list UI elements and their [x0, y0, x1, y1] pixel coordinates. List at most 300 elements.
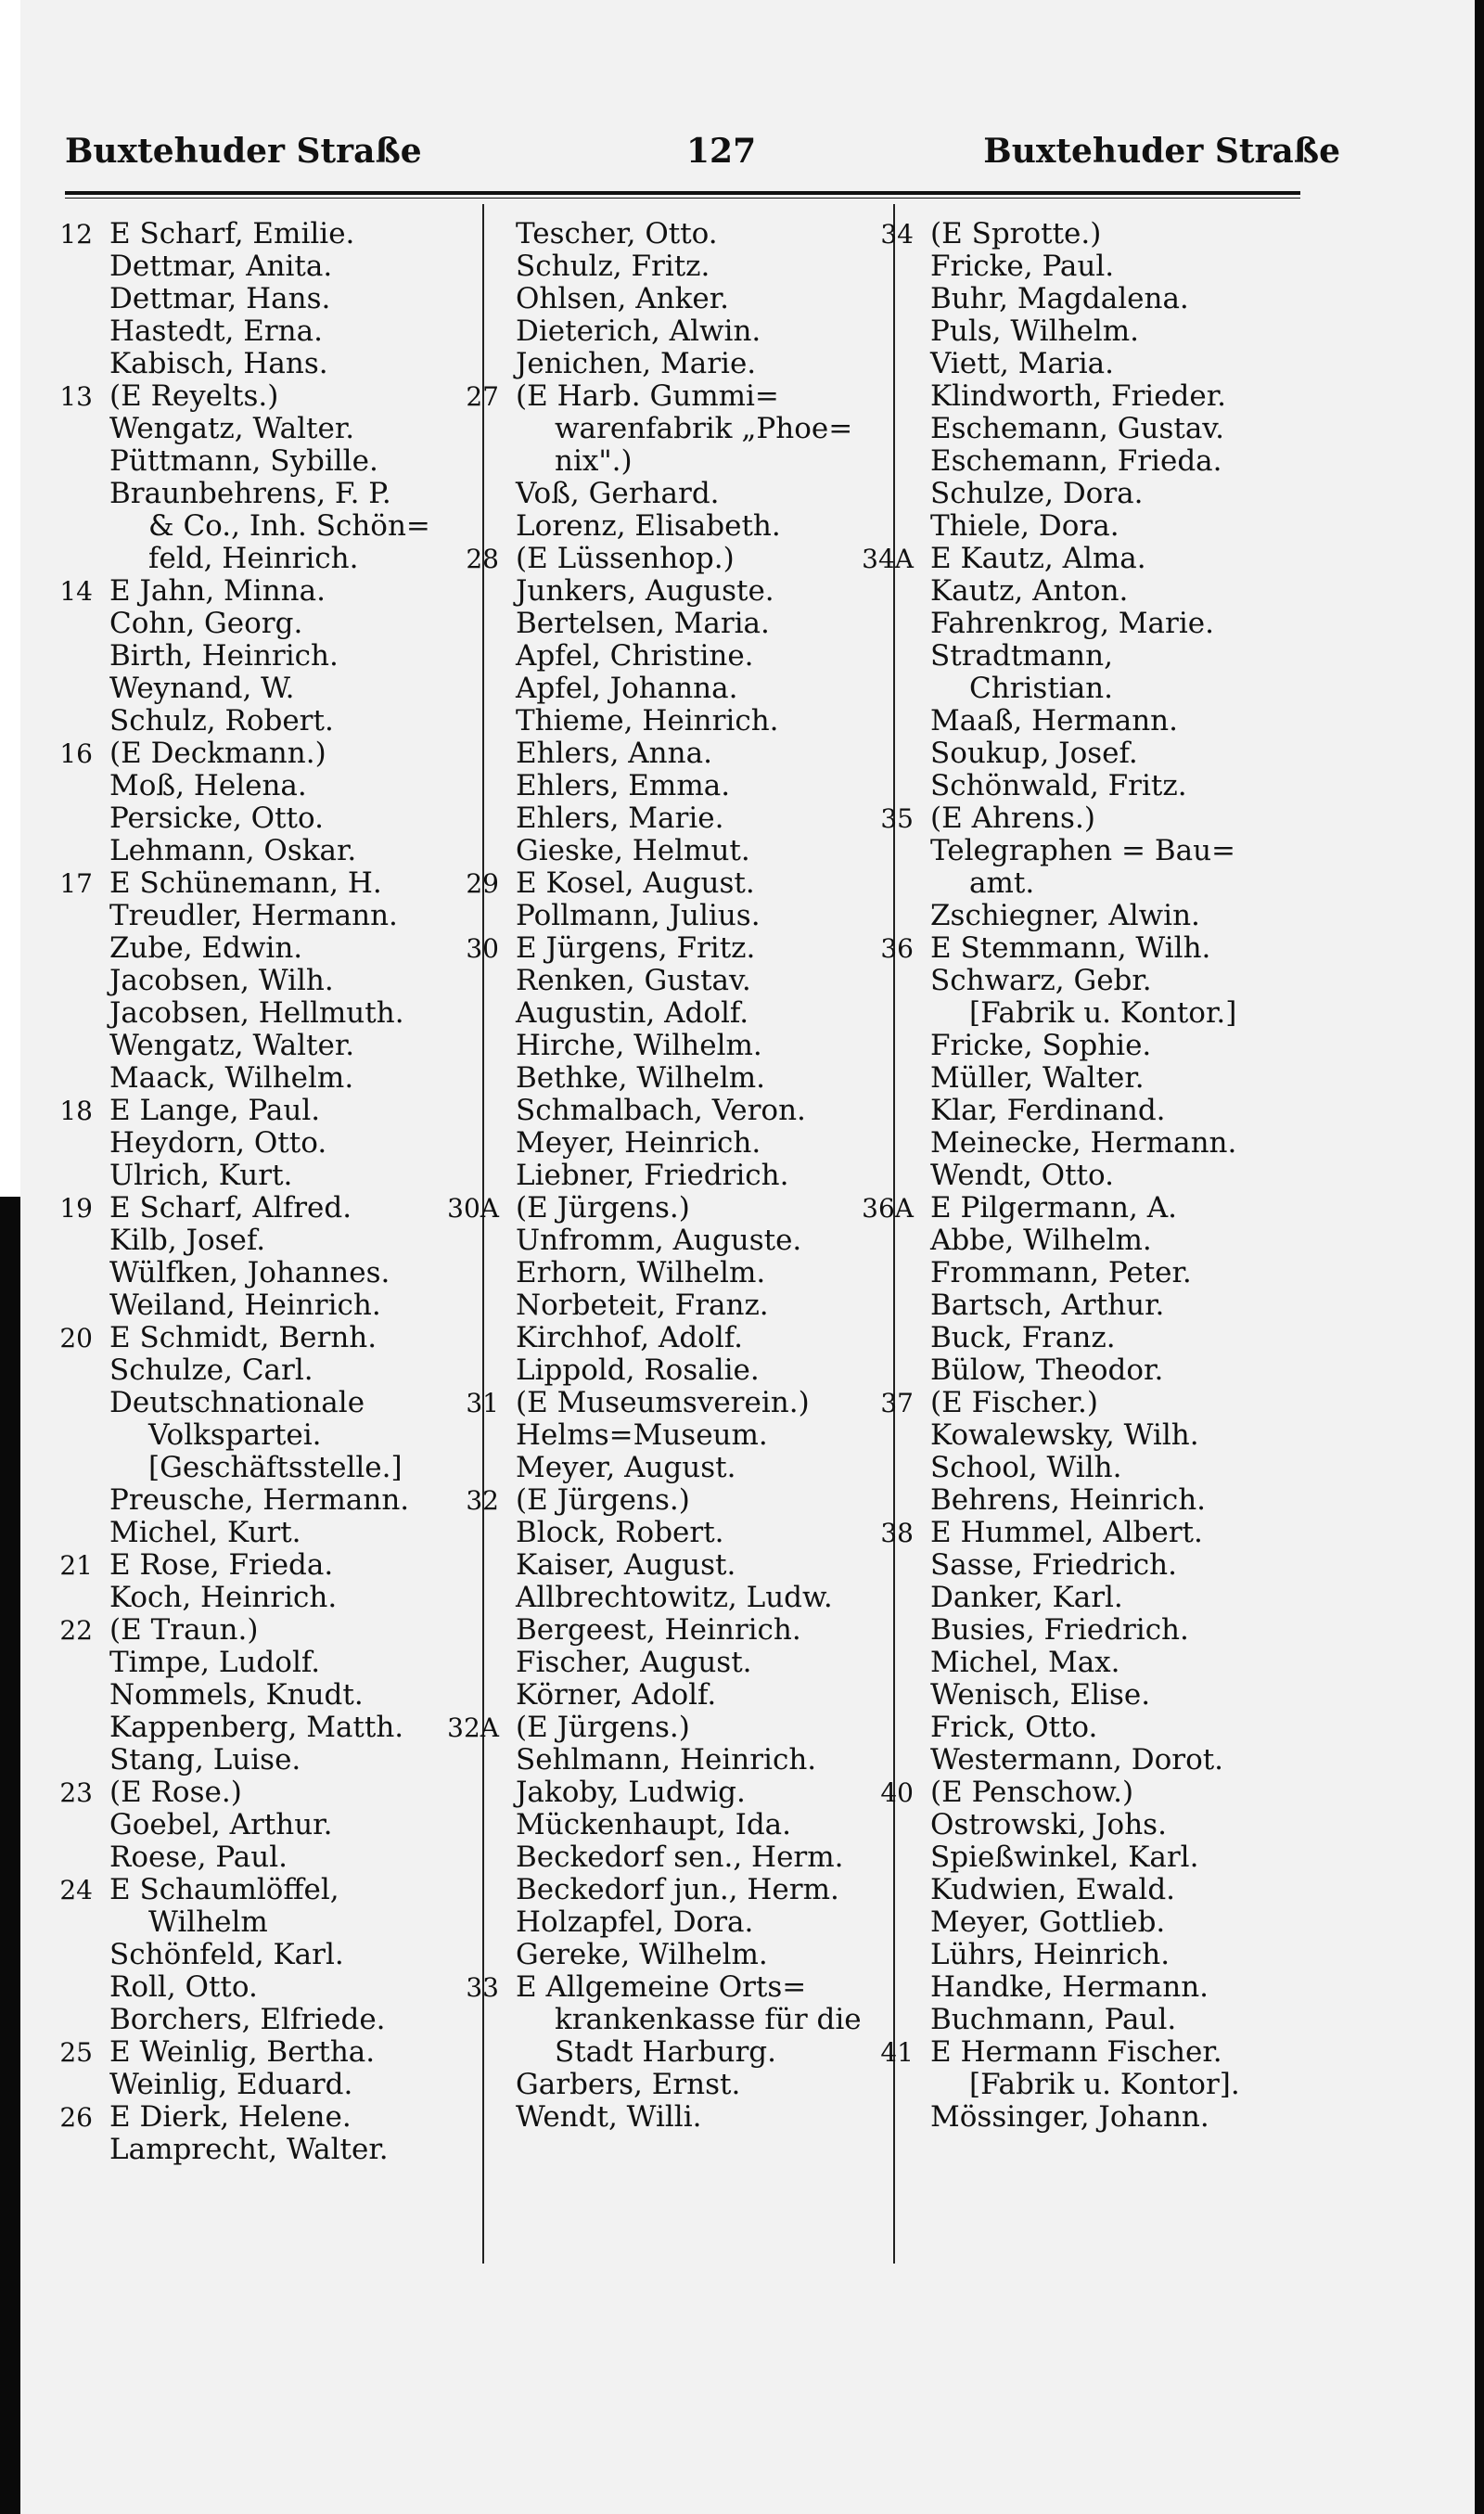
resident-name: Bethke, Wilhelm. — [516, 1061, 766, 1095]
resident-name: Koch, Heinrich. — [109, 1581, 338, 1614]
directory-entry — [443, 1354, 893, 1387]
resident-name: Kowalewsky, Wilh. — [930, 1418, 1199, 1452]
resident-name: E Dierk, Helene. — [109, 2100, 352, 2134]
directory-entry — [858, 1387, 1303, 1419]
directory-entry — [443, 2004, 893, 2036]
resident-name: Ohlsen, Anker. — [516, 282, 729, 315]
directory-entry — [858, 1419, 1303, 1452]
directory-entry — [37, 2101, 482, 2134]
house-number: 34A — [862, 544, 914, 574]
resident-name: amt. — [969, 866, 1035, 900]
resident-name: Fischer, August. — [516, 1646, 752, 1679]
resident-name: E Stemmann, Wilh. — [930, 931, 1211, 965]
directory-entry — [858, 445, 1303, 478]
resident-name: Jenichen, Marie. — [516, 347, 757, 380]
directory-entry — [443, 283, 893, 315]
directory-entry — [858, 1809, 1303, 1841]
resident-name: Borchers, Elfriede. — [109, 2003, 386, 2036]
directory-entry — [37, 965, 482, 997]
house-number: 24 — [59, 1875, 93, 1905]
resident-name: Timpe, Ludolf. — [109, 1646, 321, 1679]
resident-name: Danker, Karl. — [930, 1581, 1123, 1614]
resident-name: E Allgemeine Orts= — [516, 1970, 807, 2004]
resident-name: (E Deckmann.) — [109, 737, 326, 770]
resident-name: Dettmar, Anita. — [109, 250, 333, 283]
resident-name: Weynand, W. — [109, 672, 295, 705]
resident-name: Wengatz, Walter. — [109, 1029, 355, 1062]
directory-entry — [37, 1582, 482, 1614]
directory-entry — [443, 705, 893, 738]
resident-name: Ehlers, Anna. — [516, 737, 712, 770]
resident-name: Handke, Hermann. — [930, 1970, 1209, 2004]
house-number: 32A — [447, 1712, 499, 1743]
directory-entry — [443, 315, 893, 348]
house-number: 40 — [880, 1777, 914, 1808]
directory-entry — [858, 1484, 1303, 1517]
directory-entry — [443, 1289, 893, 1322]
house-number: 30 — [466, 933, 499, 964]
directory-entry — [37, 835, 482, 867]
resident-name: Müller, Walter. — [930, 1061, 1145, 1095]
directory-entry — [858, 1160, 1303, 1192]
resident-name: Christian. — [969, 672, 1113, 705]
directory-entry — [443, 2069, 893, 2101]
resident-name: Spießwinkel, Karl. — [930, 1841, 1199, 1874]
directory-entry — [443, 1322, 893, 1354]
resident-name: Eschemann, Gustav. — [930, 412, 1224, 445]
resident-name: Bülow, Theodor. — [930, 1353, 1164, 1387]
directory-entry — [37, 2004, 482, 2036]
directory-entry — [443, 608, 893, 640]
resident-name: Persicke, Otto. — [109, 802, 324, 835]
directory-entry — [443, 900, 893, 932]
resident-name: Meyer, Gottlieb. — [930, 1905, 1166, 1939]
directory-entry — [858, 1939, 1303, 1971]
directory-entry — [37, 543, 482, 575]
directory-entry — [858, 738, 1303, 770]
directory-entry — [443, 673, 893, 705]
resident-name: E Kautz, Alma. — [930, 542, 1146, 575]
directory-entry — [858, 1744, 1303, 1776]
resident-name: & Co., Inh. Schön= — [148, 509, 430, 543]
directory-entry — [443, 1484, 893, 1517]
directory-entry — [37, 478, 482, 510]
resident-name: Ulrich, Kurt. — [109, 1159, 293, 1192]
resident-name: Schulz, Robert. — [109, 704, 334, 738]
directory-entry — [37, 900, 482, 932]
directory-entry — [37, 1971, 482, 2004]
resident-name: E Hermann Fischer. — [930, 2035, 1222, 2069]
directory-entry — [858, 1289, 1303, 1322]
directory-entry — [37, 1712, 482, 1744]
directory-entry — [858, 1030, 1303, 1062]
directory-entry — [37, 1062, 482, 1095]
resident-name: E Schmidt, Bernh. — [109, 1321, 377, 1354]
resident-name: Preusche, Hermann. — [109, 1483, 410, 1517]
house-number: 25 — [59, 2037, 93, 2068]
resident-name: (E Lüssenhop.) — [516, 542, 735, 575]
directory-entry — [37, 2036, 482, 2069]
directory-entry — [858, 1517, 1303, 1549]
resident-name: feld, Heinrich. — [148, 542, 359, 575]
directory-entry — [858, 2036, 1303, 2069]
resident-name: Thieme, Heinrich. — [516, 704, 779, 738]
directory-entry — [443, 1614, 893, 1647]
directory-entry — [858, 1549, 1303, 1582]
house-number: 22 — [59, 1615, 93, 1646]
directory-entry — [37, 640, 482, 673]
resident-name: Behrens, Heinrich. — [930, 1483, 1207, 1517]
resident-name: Wendt, Willi. — [516, 2100, 702, 2134]
directory-entry — [37, 1192, 482, 1225]
resident-name: Bartsch, Arthur. — [930, 1289, 1165, 1322]
resident-name: Holzapfel, Dora. — [516, 1905, 754, 1939]
directory-entry — [37, 802, 482, 835]
directory-entry — [37, 445, 482, 478]
directory-entry — [858, 1874, 1303, 1906]
resident-name: Schmalbach, Veron. — [516, 1094, 806, 1127]
directory-entry — [443, 867, 893, 900]
directory-entry — [443, 478, 893, 510]
directory-entry — [37, 2134, 482, 2166]
resident-name: Apfel, Christine. — [516, 639, 754, 673]
resident-name: Apfel, Johanna. — [516, 672, 738, 705]
house-number: 18 — [59, 1096, 93, 1126]
directory-entry — [443, 835, 893, 867]
resident-name: Stang, Luise. — [109, 1743, 301, 1776]
house-number: 20 — [59, 1323, 93, 1353]
resident-name: Wilhelm — [148, 1905, 268, 1939]
resident-name: (E Penschow.) — [930, 1776, 1134, 1809]
directory-entry — [37, 1841, 482, 1874]
resident-name: Cohn, Georg. — [109, 607, 303, 640]
house-number: 32 — [466, 1485, 499, 1516]
resident-name: Deutschnationale — [109, 1386, 365, 1419]
resident-name: Mückenhaupt, Ida. — [516, 1808, 792, 1841]
resident-name: Bergeest, Heinrich. — [516, 1613, 801, 1647]
directory-entry — [37, 608, 482, 640]
directory-entry — [858, 2101, 1303, 2134]
directory-entry — [443, 1192, 893, 1225]
directory-entry — [858, 1776, 1303, 1809]
resident-name: Stradtmann, — [930, 639, 1113, 673]
house-number: 26 — [59, 2102, 93, 2133]
directory-entry — [858, 575, 1303, 608]
resident-name: Schwarz, Gebr. — [930, 964, 1152, 997]
resident-name: Kaiser, August. — [516, 1548, 736, 1582]
header-street-left: Buxtehuder Straße — [65, 132, 422, 171]
resident-name: Ehlers, Emma. — [516, 769, 731, 802]
resident-name: Lührs, Heinrich. — [930, 1938, 1171, 1971]
house-number: 23 — [59, 1777, 93, 1808]
resident-name: Ostrowski, Johs. — [930, 1808, 1167, 1841]
resident-name: (E Fischer.) — [930, 1386, 1098, 1419]
resident-name: E Scharf, Alfred. — [109, 1191, 352, 1225]
resident-name: Ehlers, Marie. — [516, 802, 724, 835]
resident-name: Kilb, Josef. — [109, 1224, 266, 1257]
resident-name: warenfabrik „Phoe= — [555, 412, 853, 445]
house-number: 38 — [880, 1518, 914, 1548]
resident-name: (E Sprotte.) — [930, 217, 1102, 250]
resident-name: Lehmann, Oskar. — [109, 834, 357, 867]
resident-name: Maaß, Hermann. — [930, 704, 1178, 738]
resident-name: E Weinlig, Bertha. — [109, 2035, 376, 2069]
directory-entry — [443, 1127, 893, 1160]
column-1 — [37, 218, 482, 2166]
resident-name: E Rose, Frieda. — [109, 1548, 334, 1582]
directory-entry — [37, 1744, 482, 1776]
directory-entry — [37, 997, 482, 1030]
resident-name: [Geschäftsstelle.] — [148, 1451, 403, 1484]
directory-entry — [443, 2101, 893, 2134]
directory-entry — [858, 1582, 1303, 1614]
directory-entry — [37, 413, 482, 445]
resident-name: E Schaumlöffel, — [109, 1873, 339, 1906]
resident-name: Heydorn, Otto. — [109, 1126, 327, 1160]
resident-name: Dieterich, Alwin. — [516, 314, 761, 348]
resident-name: Lorenz, Elisabeth. — [516, 509, 781, 543]
resident-name: Puls, Wilhelm. — [930, 314, 1139, 348]
directory-entry — [37, 1776, 482, 1809]
directory-entry — [37, 2069, 482, 2101]
directory-entry — [858, 218, 1303, 250]
resident-name: Norbeteit, Franz. — [516, 1289, 769, 1322]
directory-entry — [37, 770, 482, 802]
resident-name: E Jahn, Minna. — [109, 574, 326, 608]
resident-name: Klar, Ferdinand. — [930, 1094, 1166, 1127]
resident-name: Weiland, Heinrich. — [109, 1289, 381, 1322]
directory-entry — [443, 1906, 893, 1939]
directory-entry — [443, 575, 893, 608]
directory-entry — [858, 413, 1303, 445]
directory-entry — [37, 1484, 482, 1517]
house-number: 27 — [466, 381, 499, 412]
resident-name: Beckedorf jun., Herm. — [516, 1873, 839, 1906]
resident-name: Michel, Max. — [930, 1646, 1120, 1679]
resident-name: Weinlig, Eduard. — [109, 2068, 353, 2101]
directory-entry — [858, 1712, 1303, 1744]
resident-name: Zube, Edwin. — [109, 931, 303, 965]
column-2 — [443, 218, 893, 2134]
directory-entry — [858, 835, 1303, 867]
directory-entry — [443, 1257, 893, 1289]
directory-entry — [858, 1906, 1303, 1939]
resident-name: School, Wilh. — [930, 1451, 1122, 1484]
resident-name: nix".) — [555, 444, 633, 478]
resident-name: Meyer, Heinrich. — [516, 1126, 761, 1160]
directory-entry — [443, 250, 893, 283]
resident-name: Körner, Adolf. — [516, 1678, 717, 1712]
directory-entry — [858, 1841, 1303, 1874]
directory-entry — [443, 1939, 893, 1971]
resident-name: Kabisch, Hans. — [109, 347, 328, 380]
resident-name: Maack, Wilhelm. — [109, 1061, 354, 1095]
resident-name: Stadt Harburg. — [555, 2035, 776, 2069]
resident-name: Jakoby, Ludwig. — [516, 1776, 746, 1809]
directory-entry — [858, 867, 1303, 900]
directory-entry — [443, 1549, 893, 1582]
directory-entry — [443, 510, 893, 543]
directory-entry — [37, 348, 482, 380]
resident-name: E Hummel, Albert. — [930, 1516, 1203, 1549]
house-number: 33 — [466, 1972, 499, 2003]
resident-name: Braunbehrens, F. P. — [109, 477, 391, 510]
resident-name: [Fabrik u. Kontor]. — [969, 2068, 1240, 2101]
directory-entry — [37, 1322, 482, 1354]
directory-entry — [858, 1192, 1303, 1225]
resident-name: Frick, Otto. — [930, 1711, 1098, 1744]
house-number: 29 — [466, 868, 499, 899]
resident-name: Buhr, Magdalena. — [930, 282, 1189, 315]
directory-entry — [443, 1776, 893, 1809]
resident-name: Frommann, Peter. — [930, 1256, 1192, 1289]
directory-entry — [443, 1712, 893, 1744]
resident-name: (E Jürgens.) — [516, 1711, 690, 1744]
resident-name: Kirchhof, Adolf. — [516, 1321, 743, 1354]
header-rule — [65, 191, 1300, 195]
resident-name: Eschemann, Frieda. — [930, 444, 1222, 478]
resident-name: Volkspartei. — [148, 1418, 322, 1452]
resident-name: Schönfeld, Karl. — [109, 1938, 344, 1971]
left-shadow — [0, 1197, 20, 2514]
directory-entry — [858, 380, 1303, 413]
directory-entry — [37, 380, 482, 413]
house-number: 36A — [862, 1193, 914, 1224]
resident-name: Püttmann, Sybille. — [109, 444, 378, 478]
directory-entry — [37, 1095, 482, 1127]
directory-entry — [37, 575, 482, 608]
house-number: 17 — [59, 868, 93, 899]
directory-entry — [443, 543, 893, 575]
resident-name: Wülfken, Johannes. — [109, 1256, 390, 1289]
directory-entry — [858, 510, 1303, 543]
directory-entry — [443, 1679, 893, 1712]
directory-entry — [858, 1127, 1303, 1160]
resident-name: E Kosel, August. — [516, 866, 755, 900]
resident-name: Tescher, Otto. — [516, 217, 718, 250]
directory-entry — [858, 802, 1303, 835]
resident-name: Kudwien, Ewald. — [930, 1873, 1176, 1906]
resident-name: E Scharf, Emilie. — [109, 217, 355, 250]
resident-name: Viett, Maria. — [930, 347, 1115, 380]
resident-name: Soukup, Josef. — [930, 737, 1138, 770]
directory-entry — [858, 315, 1303, 348]
directory-entry — [443, 1452, 893, 1484]
directory-entry — [858, 1679, 1303, 1712]
directory-entry — [37, 283, 482, 315]
directory-entry — [37, 1549, 482, 1582]
directory-entry — [443, 1809, 893, 1841]
directory-entry — [443, 1582, 893, 1614]
directory-entry — [858, 965, 1303, 997]
resident-name: Kautz, Anton. — [930, 574, 1129, 608]
directory-entry — [37, 1614, 482, 1647]
directory-entry — [443, 640, 893, 673]
resident-name: Lippold, Rosalie. — [516, 1353, 760, 1387]
directory-entry — [37, 1939, 482, 1971]
resident-name: Kappenberg, Matth. — [109, 1711, 404, 1744]
directory-entry — [443, 1225, 893, 1257]
page-number: 127 — [686, 132, 757, 171]
page-header — [46, 132, 1340, 187]
directory-entry — [858, 1095, 1303, 1127]
directory-entry — [858, 1354, 1303, 1387]
resident-name: Wenisch, Elise. — [930, 1678, 1151, 1712]
house-number: 41 — [880, 2037, 914, 2068]
directory-entry — [858, 283, 1303, 315]
resident-name: Bertelsen, Maria. — [516, 607, 770, 640]
resident-name: Augustin, Adolf. — [516, 996, 749, 1030]
resident-name: Voß, Gerhard. — [516, 477, 720, 510]
directory-entry — [37, 1289, 482, 1322]
directory-entry — [443, 380, 893, 413]
resident-name: E Lange, Paul. — [109, 1094, 321, 1127]
house-number: 36 — [880, 933, 914, 964]
resident-name: Nommels, Knudt. — [109, 1678, 364, 1712]
directory-entry — [37, 867, 482, 900]
directory-entry — [37, 1647, 482, 1679]
directory-entry — [37, 705, 482, 738]
resident-name: Meyer, August. — [516, 1451, 736, 1484]
directory-entry — [37, 1257, 482, 1289]
directory-entry — [443, 1971, 893, 2004]
resident-name: Fahrenkrog, Marie. — [930, 607, 1214, 640]
directory-entry — [37, 1354, 482, 1387]
resident-name: (E Ahrens.) — [930, 802, 1095, 835]
resident-name: Roese, Paul. — [109, 1841, 288, 1874]
resident-name: Thiele, Dora. — [930, 509, 1119, 543]
resident-name: Lamprecht, Walter. — [109, 2133, 389, 2166]
resident-name: Erhorn, Wilhelm. — [516, 1256, 766, 1289]
resident-name: Buck, Franz. — [930, 1321, 1116, 1354]
house-number: 19 — [59, 1193, 93, 1224]
right-edge — [1475, 0, 1484, 2514]
resident-name: Busies, Friedrich. — [930, 1613, 1189, 1647]
directory-entry — [443, 770, 893, 802]
resident-name: (E Harb. Gummi= — [516, 379, 779, 413]
resident-name: Gieske, Helmut. — [516, 834, 750, 867]
directory-entry — [858, 1257, 1303, 1289]
directory-entry — [37, 1225, 482, 1257]
directory-entry — [858, 1225, 1303, 1257]
directory-entry — [443, 932, 893, 965]
resident-name: Schönwald, Fritz. — [930, 769, 1187, 802]
house-number: 21 — [59, 1550, 93, 1581]
directory-entry — [858, 1647, 1303, 1679]
directory-entry — [443, 965, 893, 997]
directory-entry — [37, 1679, 482, 1712]
resident-name: Pollmann, Julius. — [516, 899, 761, 932]
directory-entry — [443, 1387, 893, 1419]
house-number: 28 — [466, 544, 499, 574]
directory-entry — [37, 315, 482, 348]
directory-entry — [37, 1127, 482, 1160]
resident-name: Abbe, Wilhelm. — [930, 1224, 1152, 1257]
directory-entry — [858, 1322, 1303, 1354]
resident-name: E Schünemann, H. — [109, 866, 382, 900]
resident-name: Klindworth, Frieder. — [930, 379, 1226, 413]
resident-name: (E Museumsverein.) — [516, 1386, 810, 1419]
house-number: 35 — [880, 803, 914, 834]
resident-name: Sehlmann, Heinrich. — [516, 1743, 817, 1776]
directory-entry — [858, 608, 1303, 640]
resident-name: Sasse, Friedrich. — [930, 1548, 1177, 1582]
house-number: 16 — [59, 738, 93, 769]
directory-entry — [443, 997, 893, 1030]
resident-name: Schulze, Carl. — [109, 1353, 313, 1387]
directory-entry — [37, 218, 482, 250]
directory-entry — [858, 1614, 1303, 1647]
